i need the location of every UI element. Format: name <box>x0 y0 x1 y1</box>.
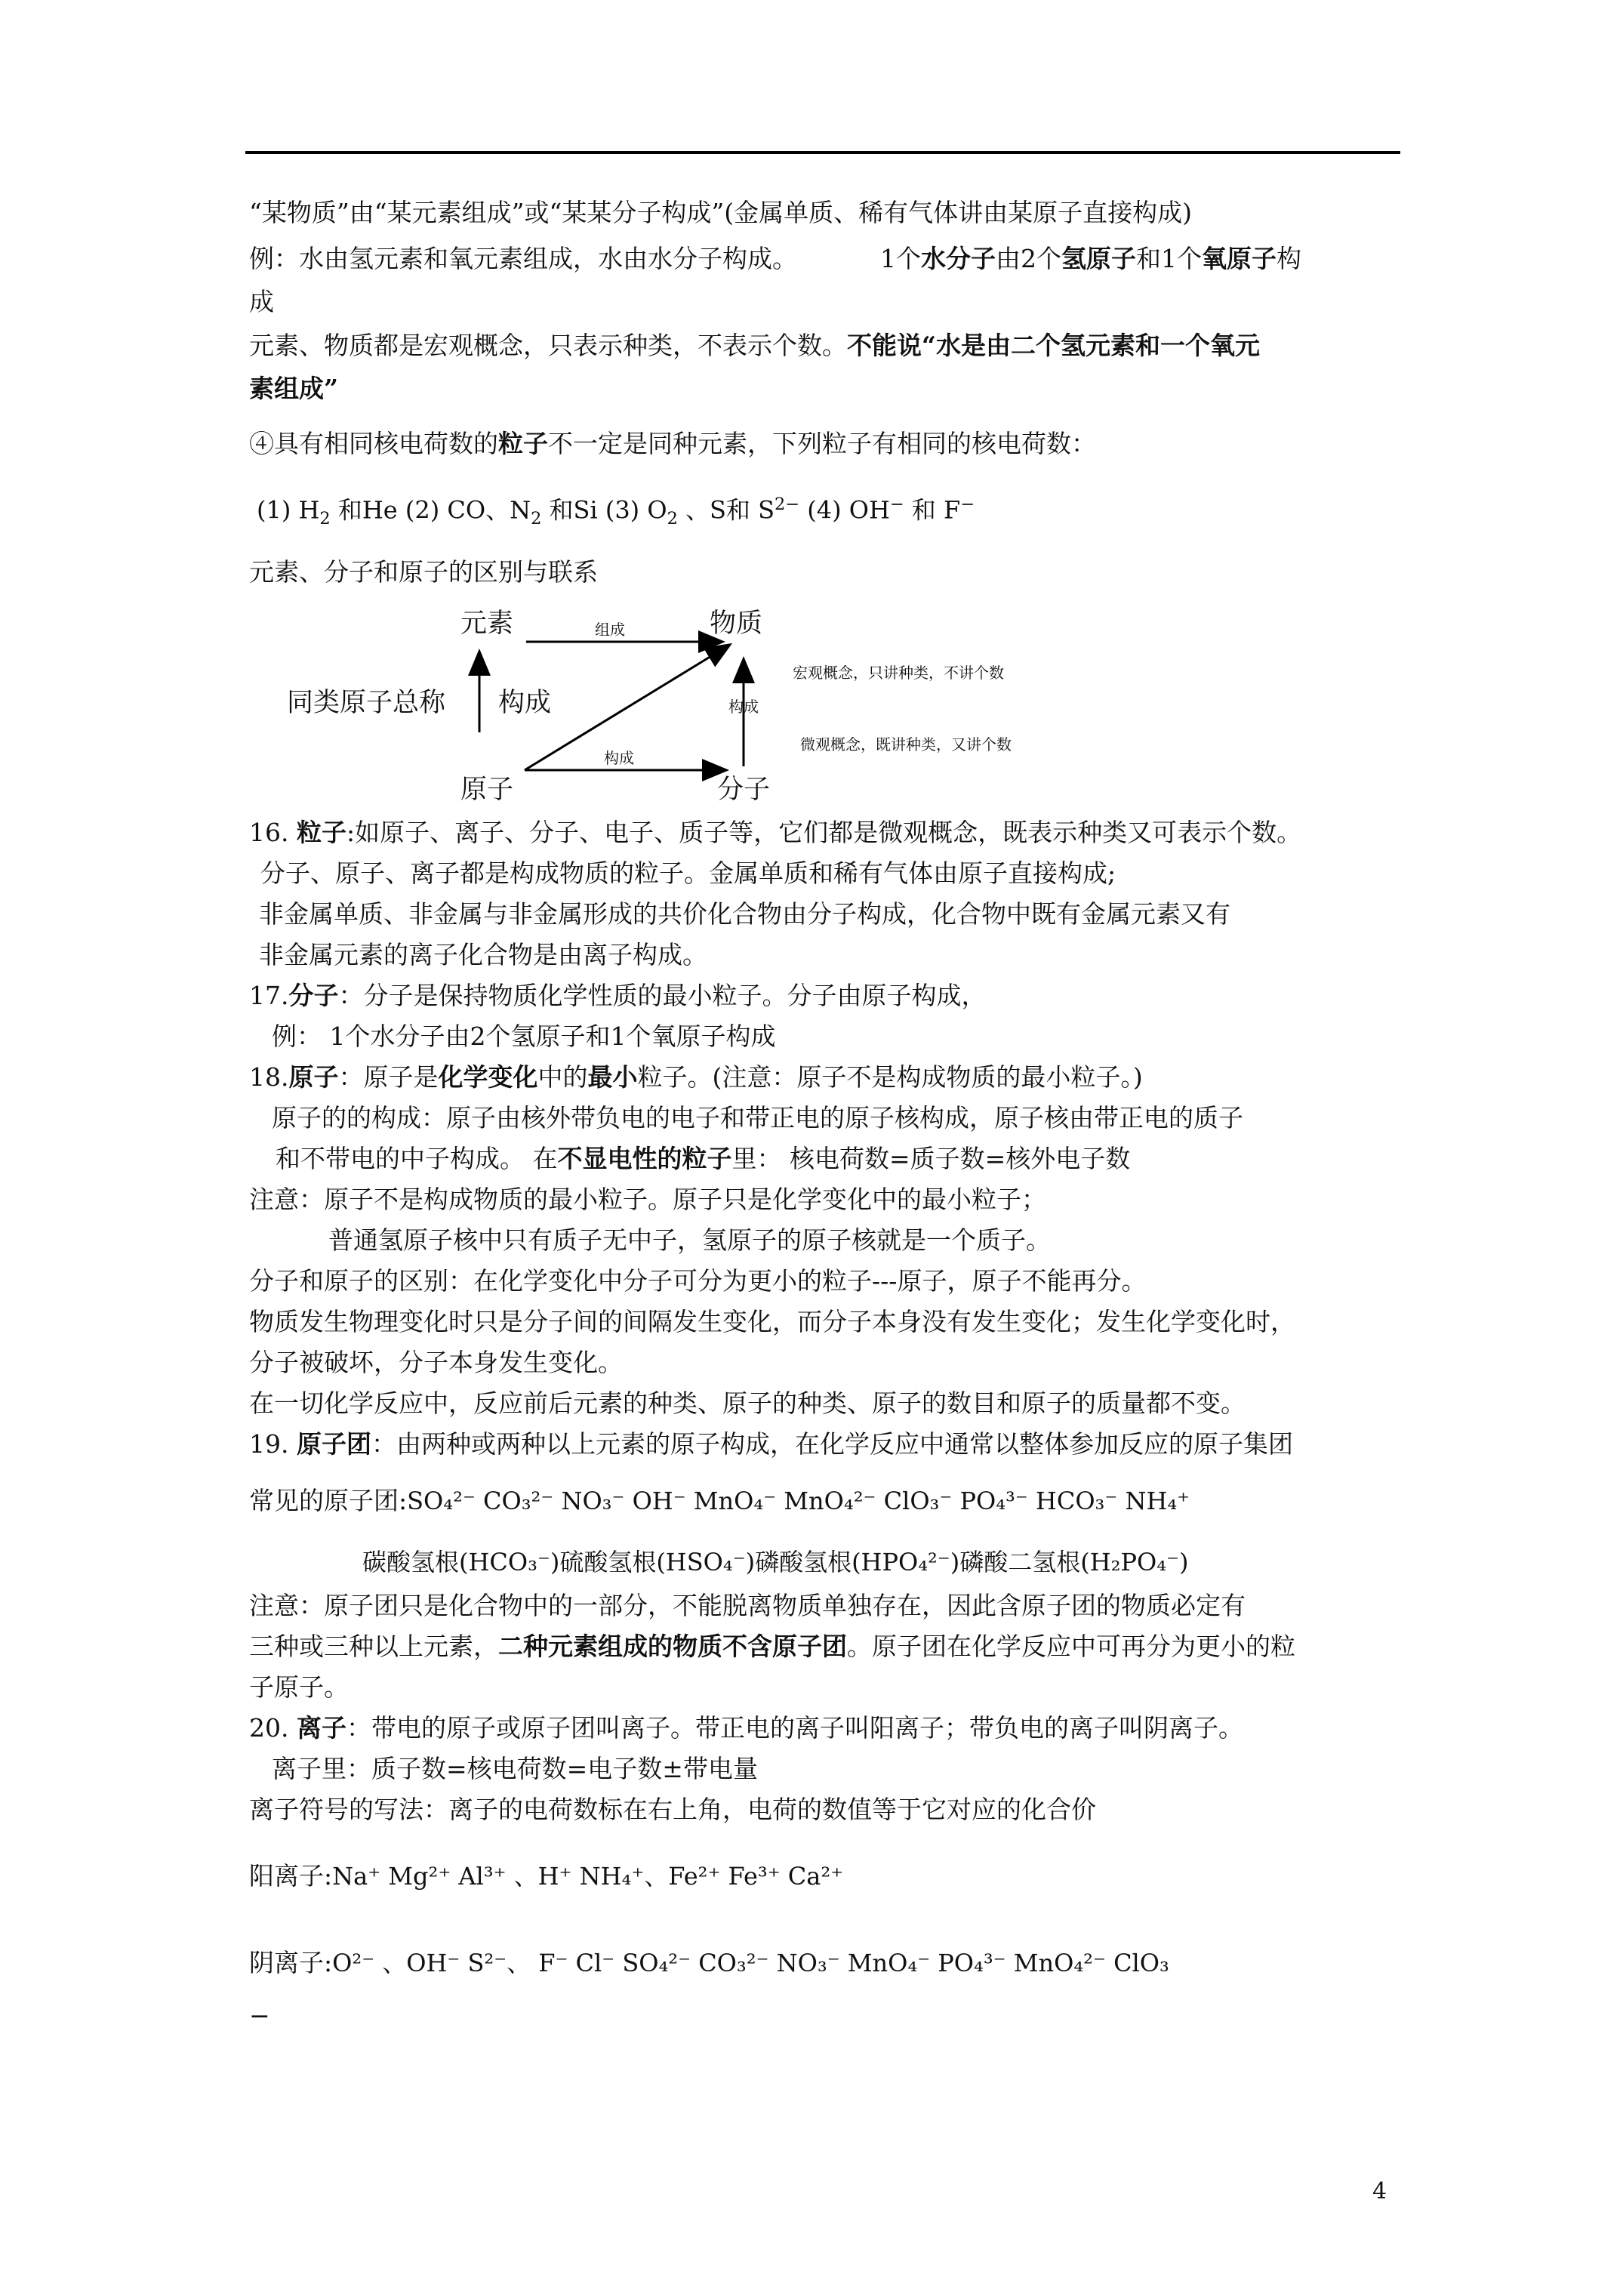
page-number: 4 <box>1372 2178 1387 2205</box>
text-line: 原子的的构成：原子由核外带负电的电子和带正电的原子核构成，原子核由带正电的质子 <box>272 1103 1243 1133</box>
edge-label-constitute-bottom: 构成 <box>604 749 634 767</box>
header-rule <box>245 151 1400 154</box>
text-line: ④具有相同核电荷数的粒子不一定是同种元素，下列粒子有相同的核电荷数： <box>249 429 1096 458</box>
edge-label-constitute: 构成 <box>498 688 552 718</box>
text-line: 三种或三种以上元素，二种元素组成的物质不含原子团。原子团在化学反应中可再分为更小的粒 <box>249 1632 1295 1661</box>
text-line: 普通氢原子核中只有质子无中子，氢原子的原子核就是一个质子。 <box>328 1225 1051 1255</box>
text-line: 注意：原子团只是化合物中的一部分，不能脱离物质单独存在，因此含原子团的物质必定有 <box>249 1591 1246 1620</box>
anion-line: 阴离子:O²⁻ 、OH⁻ S²⁻、 F⁻ Cl⁻ SO₄²⁻ CO₃²⁻ NO₃⁻ MnO₄⁻ PO₄³⁻ MnO₄²⁻ ClO₃ <box>249 1948 1169 1977</box>
text-line: 子原子。 <box>249 1672 349 1702</box>
text-line: 例：水由氢元素和氧元素组成，水由水分子构成。 1个水分子由2个氢原子和1个氧原子构 <box>249 244 1301 273</box>
node-element: 元素 <box>460 609 514 639</box>
formula-line: (1) $H_2$ 和He (2) CO、$N_2$ 和Si (3) $O_2$ 、S和 $S^{2-}$ (4) OH− 和 F− <box>257 495 975 529</box>
cation-line: 阳离子:Na⁺ Mg²⁺ Al³⁺ 、H⁺ NH₄⁺、Fe²⁺ Fe³⁺ Ca²⁺ <box>249 1861 844 1891</box>
text-line: 素组成” <box>249 374 338 403</box>
node-molecule: 分子 <box>717 775 771 805</box>
anion-line-tail: − <box>249 2001 270 2030</box>
text-line: 19. 原子团：由两种或两种以上元素的原子构成，在化学反应中通常以整体参加反应的原子集团 <box>249 1429 1293 1459</box>
text-line: 例： 1个水分子由2个氢原子和1个氧原子构成 <box>272 1022 776 1051</box>
text-line: 碳酸氢根(HCO₃⁻)硫酸氢根(HSO₄⁻)磷酸氢根(HPO₄²⁻)磷酸二氢根(H₂PO₄⁻) <box>362 1548 1189 1576</box>
text-line: 在一切化学反应中，反应前后元素的种类、原子的种类、原子的数目和原子的质量都不变。 <box>249 1388 1246 1418</box>
note-macro: 宏观概念，只讲种类，不讲个数 <box>793 664 1004 682</box>
text-line: 分子被破坏，分子本身发生变化。 <box>249 1348 623 1377</box>
text-line: 离子符号的写法：离子的电荷数标在右上角，电荷的数值等于它对应的化合价 <box>249 1795 1096 1824</box>
text-line: 18.原子：原子是化学变化中的最小粒子。(注意：原子不是构成物质的最小粒子。) <box>249 1062 1143 1092</box>
note-micro: 微观概念，既讲种类，又讲个数 <box>800 735 1012 754</box>
text-line: 注意：原子不是构成物质的最小粒子。原子只是化学变化中的最小粒子； <box>249 1185 1046 1214</box>
relation-diagram <box>272 596 1117 815</box>
text-line: 20. 离子：带电的原子或原子团叫离子。带正电的离子叫阳离子；带负电的离子叫阴离子。 <box>249 1713 1243 1743</box>
section-heading: 元素、分子和原子的区别与联系 <box>249 557 598 587</box>
node-matter: 物质 <box>710 609 763 639</box>
text-line: 非金属单质、非金属与非金属形成的共价化合物由分子构成，化合物中既有金属元素又有 <box>259 899 1230 929</box>
text-line: 元素、物质都是宏观概念，只表示种类，不表示个数。不能说“水是由二个氢元素和一个氧元 <box>249 331 1260 360</box>
edge-label-constitute-right: 构成 <box>728 698 759 716</box>
text-line: 17.分子：分子是保持物质化学性质的最小粒子。分子由原子构成， <box>249 981 987 1010</box>
text-line: 非金属元素的离子化合物是由离子构成。 <box>259 940 707 969</box>
text-line: 分子和原子的区别：在化学变化中分子可分为更小的粒子---原子，原子不能再分。 <box>249 1266 1147 1296</box>
text-line: 离子里：质子数=核电荷数=电子数±带电量 <box>272 1754 758 1783</box>
text-line: 和不带电的中子构成。 在不显电性的粒子里： 核电荷数=质子数=核外电子数 <box>276 1144 1131 1173</box>
text-line: “某物质”由“某元素组成”或“某某分子构成”(金属单质、稀有气体讲由某原子直接构成) <box>249 198 1192 227</box>
node-atom: 原子 <box>460 775 514 805</box>
label-same-atoms: 同类原子总称 <box>287 688 446 718</box>
text-line: 16. 粒子:如原子、离子、分子、电子、质子等，它们都是微观概念，既表示种类又可表示个数。 <box>249 818 1302 847</box>
text-line: 分子、原子、离子都是构成物质的粒子。金属单质和稀有气体由原子直接构成; <box>260 858 1116 888</box>
text-line: 常见的原子团:SO₄²⁻ CO₃²⁻ NO₃⁻ OH⁻ MnO₄⁻ MnO₄²⁻ ClO₃⁻ PO₄³⁻ HCO₃⁻ NH₄⁺ <box>249 1486 1190 1515</box>
text-line: 物质发生物理变化时只是分子间的间隔发生变化，而分子本身没有发生变化；发生化学变化时， <box>249 1307 1295 1336</box>
text-line: 成 <box>249 287 274 316</box>
edge-label-compose: 组成 <box>595 621 625 639</box>
